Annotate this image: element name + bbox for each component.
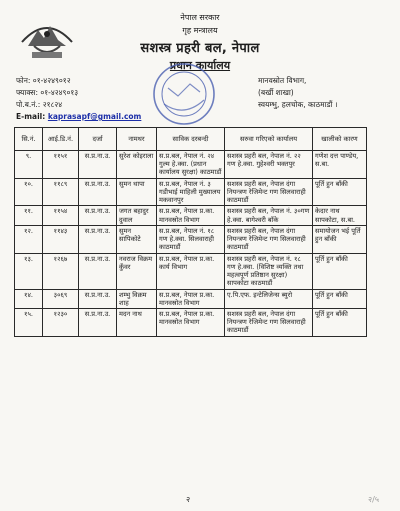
table-cell: १२६७ (43, 253, 79, 289)
table-row (15, 206, 367, 225)
official-seal-stamp (150, 60, 218, 128)
table-cell: १२. (15, 225, 43, 253)
page-number: २ (186, 495, 191, 504)
table-cell: पूर्ति हुन बाँकी (313, 253, 367, 289)
table-cell: स.प्र.बल, नेपाल प्र.का. मानवस्रोत विभाग (157, 289, 225, 308)
column-header: सि.नं. (15, 128, 43, 151)
table-cell: सशस्त्र प्रहरी बल, नेपाल नं. १८ गण हे.क्वा. (विशिष्ट व्यक्ति तथा महत्वपूर्ण प्रतिष्ठान सुरक्षा) सापकोटा काठमाडौं (225, 253, 313, 289)
table-cell: ११४३ (43, 225, 79, 253)
column-header: खालीको कारण (313, 128, 367, 151)
table-row (15, 289, 367, 308)
transfer-table (14, 127, 367, 337)
table-cell: शम्भु विक्रम शाह (117, 289, 157, 308)
table-cell: सुमन सापिकोटे (117, 225, 157, 253)
table-cell: स.प्र.ना.उ. (79, 253, 117, 289)
section-name: (बर्खी शाखा) (258, 88, 294, 97)
table-body (15, 151, 367, 337)
table-cell: स.प्र.बल, नेपाल प्र.का. मानवस्रोत विभाग (157, 308, 225, 336)
table-cell: सशस्त्र प्रहरी बल, नेपाल नं. ३०गण हे.क्वा. बागेश्वरी बाँके (225, 206, 313, 225)
table-cell: १२३० (43, 308, 79, 336)
table-header-row (15, 128, 367, 151)
table-cell: १३. (15, 253, 43, 289)
table-cell: स.प्र.बल, नेपाल नं. २४ गुल्म हे.क्वा. (प्रधान कार्यालय सुरक्षा) काठमाडौं (157, 151, 225, 179)
email-label: E-mail: (16, 112, 48, 121)
organization-name: सशस्त्र प्रहरी बल, नेपाल (140, 41, 260, 56)
column-header: आई.डि.नं. (43, 128, 79, 151)
office-name: प्रधान कार्यालय (169, 59, 231, 72)
table-cell: सुरेश कोइराला (117, 151, 157, 179)
table-cell: ए.पि.एफ. इन्टेलिजेन्स ब्युरो (225, 289, 313, 308)
table-cell: पूर्ति हुन बाँकी (313, 308, 367, 336)
ministry-name: गृह मन्त्रालय (182, 26, 218, 35)
table-cell: स.प्र.ना.उ. (79, 308, 117, 336)
government-name: नेपाल सरकार (180, 13, 220, 22)
table-cell: नवराज विक्रम कुँवर (117, 253, 157, 289)
po-box: पो.ब.नं.: २१८२४ (16, 100, 63, 109)
table-cell: स.प्र.ना.उ. (79, 289, 117, 308)
table-cell: ९. (15, 151, 43, 179)
table-cell: समायोजन भई पूर्ति हुन बाँकी (313, 225, 367, 253)
table-row (15, 178, 367, 206)
table-cell: मदन नाथ (117, 308, 157, 336)
table-cell: ११८९ (43, 178, 79, 206)
table-cell: १४. (15, 289, 43, 308)
phone-number: फोन: ०१-४२४९०१२ (16, 76, 71, 85)
column-header: साविक दरबन्दी (157, 128, 225, 151)
table-cell: ३०६९ (43, 289, 79, 308)
table-cell: स.प्र.बल, नेपाल प्र.का. मानवस्रोत विभाग (157, 206, 225, 225)
table-cell: सुमन थापा (117, 178, 157, 206)
fax-number: फ्याक्स: ०१-४२४९०१३ (16, 88, 79, 97)
table-row (15, 253, 367, 289)
table-cell: पूर्ति हुन बाँकी (313, 289, 367, 308)
table-cell: सशस्त्र प्रहरी बल, नेपाल दंगा नियन्त्रण रेजिमेन्ट गण सिलवाराही काठमाडौं (225, 178, 313, 206)
corner-page-number: २/५ (368, 495, 380, 504)
table-cell: १५. (15, 308, 43, 336)
column-header: सरुवा गरिएको कार्यालय (225, 128, 313, 151)
table-cell: स.प्र.ना.उ. (79, 151, 117, 179)
table-cell: ११५४ (43, 206, 79, 225)
table-cell: केदार नाथ सापकोटा, स.बा. (313, 206, 367, 225)
table-cell: १०. (15, 178, 43, 206)
table-cell: सशस्त्र प्रहरी बल, नेपाल दंगा नियन्त्रण रेजिमेन्ट गण सिलवाराही काठमाडौं (225, 308, 313, 336)
column-header: दर्जा (79, 128, 117, 151)
table-row (15, 225, 367, 253)
table-row (15, 308, 367, 336)
table-cell: जगत बहादुर दुवाल (117, 206, 157, 225)
table-cell: स.प्र.ना.उ. (79, 206, 117, 225)
table-row (15, 151, 367, 179)
column-header: नामथर (117, 128, 157, 151)
table-cell: स.प्र.ना.उ. (79, 225, 117, 253)
table-cell: ११. (15, 206, 43, 225)
department-name: मानवस्रोत विभाग, (258, 76, 307, 85)
table-cell: स.प्र.बल, नेपाल प्र.का. कार्य विभाग (157, 253, 225, 289)
table-cell: गणेश दत्त पाण्डेय, स.बा. (313, 151, 367, 179)
email-link[interactable]: kaprasapf@gmail.com (47, 112, 142, 121)
table-cell: ११५१ (43, 151, 79, 179)
table-cell: सशस्त्र प्रहरी बल, नेपाल नं. २२ गण हे.क्वा. गुहेश्वरी भक्तपुर (225, 151, 313, 179)
office-address: स्वयम्भु, हलचोक, काठमाडौं । (258, 100, 338, 109)
table-cell: पूर्ति हुन बाँकी (313, 178, 367, 206)
table-cell: स.प्र.बल, नेपाल नं. १८ गण हे.क्वा. सिलवाराही काठमाडौं (157, 225, 225, 253)
email-line (16, 112, 141, 121)
table-cell: सशस्त्र प्रहरी बल, नेपाल दंगा नियन्त्रण रेजिमेन्ट गण सिलवाराही काठमाडौं (225, 225, 313, 253)
table-cell: स.प्र.ना.उ. (79, 178, 117, 206)
table-cell: स.प्र.बल, नेपाल नं. ३ गडीभाई माहिली मुख्यालय मकवानपुर (157, 178, 225, 206)
